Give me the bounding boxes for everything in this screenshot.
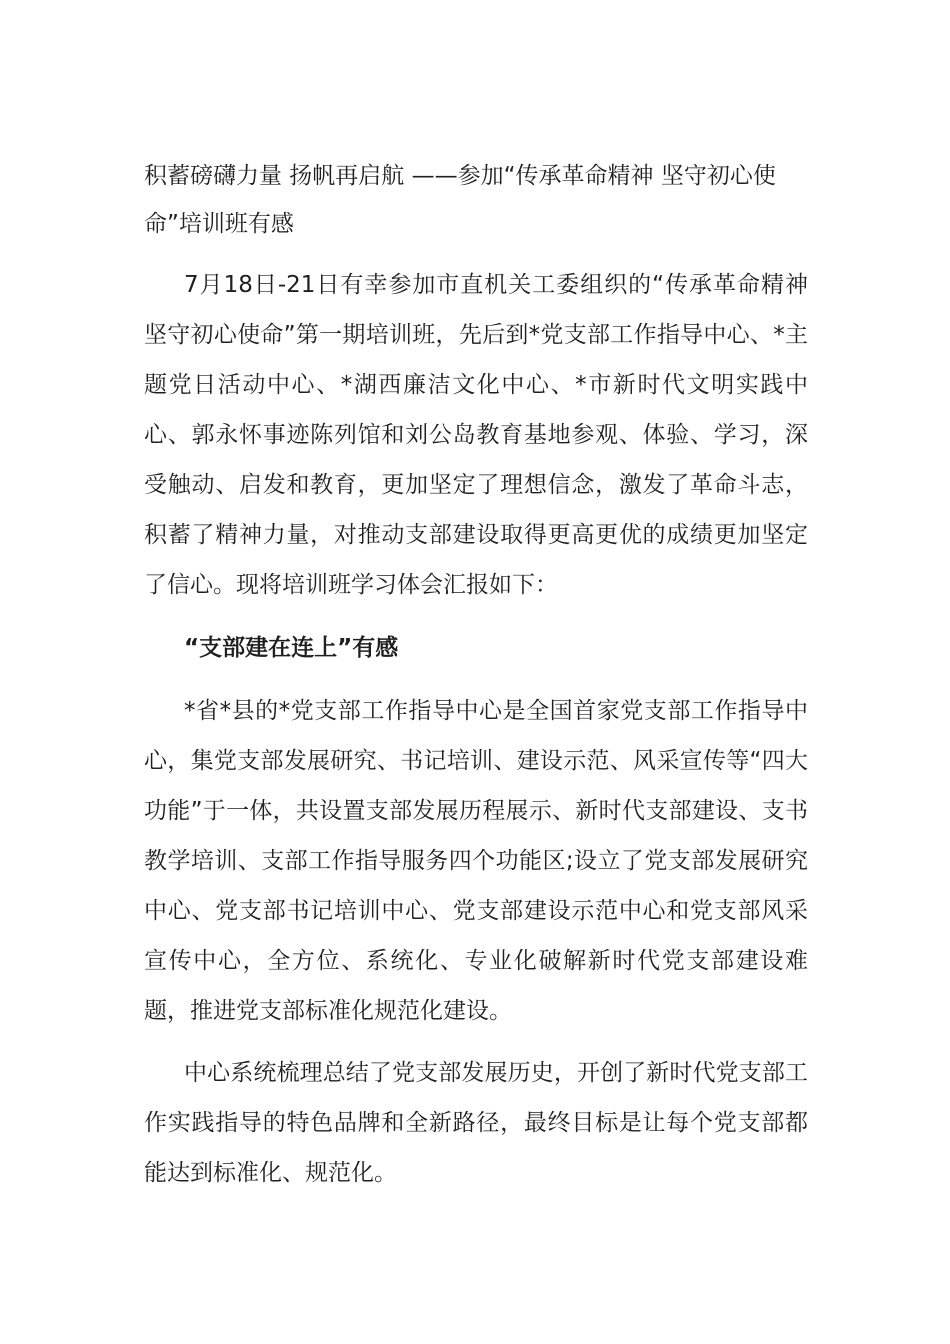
document-body (144, 152, 808, 1210)
section-paragraph-1: *省*县的*党支部工作指导中心是全国首家党支部工作指导中心，集党支部发展研究、书记培训、建设示范、风采宣传等“四大功能”于一体，共设置支部发展历程展示、新时代支部建设、支书教学培训、支部工作指导服务四个功能区;设立了党支部发展研究中心、党支部书记培训中心、党支部建设示范中心和党支部风采宣传中心，全方位、系统化、专业化破解新时代党支部建设难题，推进党支部标准化规范化建设。 (144, 698, 808, 1024)
section-paragraph-2: 中心系统梳理总结了党支部发展历史，开创了新时代党支部工作实践指导的特色品牌和全新路径，最终目标是让每个党支部都能达到标准化、规范化。 (144, 1060, 808, 1186)
intro-paragraph: 7月18日-21日有幸参加市直机关工委组织的“传承革命精神 坚守初心使命”第一期培训班，先后到*党支部工作指导中心、*主题党日活动中心、*湖西廉洁文化中心、*市新时代文明实践中心、郭永怀事迹陈列馆和刘公岛教育基地参观、体验、学习，深受触动、启发和教育，更加坚定了理想信念，激发了革命斗志，积蓄了精神力量，对推动支部建设取得更高更优的成绩更加坚定了信心。现将培训班学习体会汇报如下： (144, 272, 808, 598)
section-heading: “支部建在连上”有感 (184, 635, 399, 661)
document-title: 积蓄磅礴力量 扬帆再启航 ——参加“传承革命精神 坚守初心使命”培训班有感 (144, 163, 776, 237)
